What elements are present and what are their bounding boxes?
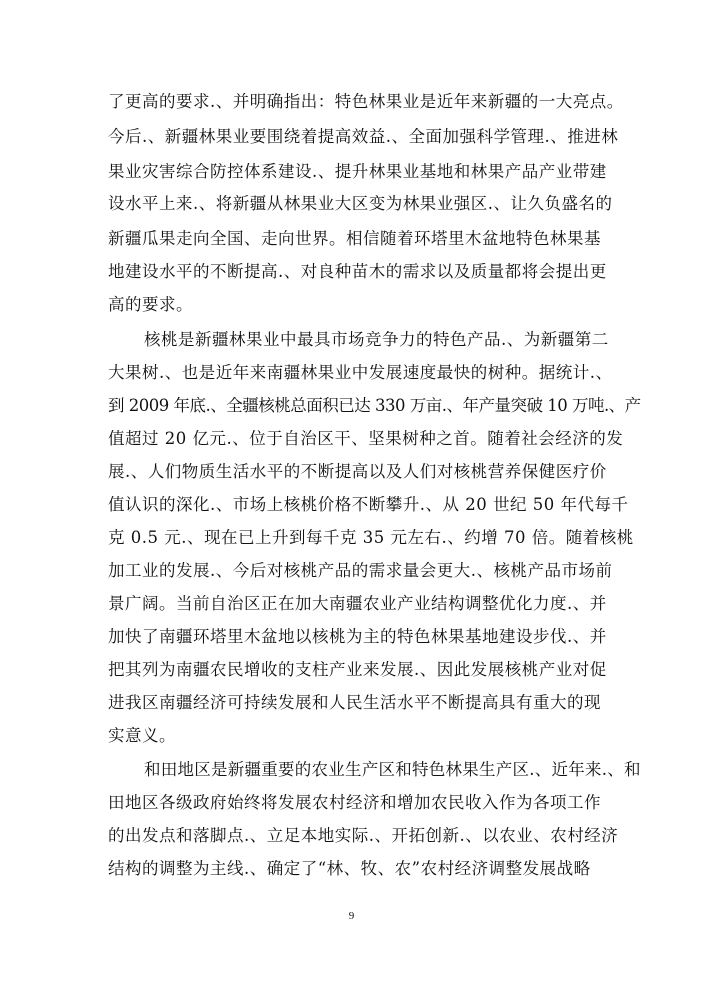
paragraph-1-line-2: 今后.、新疆林果业要围绕着提高效益.、全面加强科学管理.、推进林 xyxy=(108,127,619,146)
paragraph-1-line-4: 设水平上来.、将新疆从林果业大区变为林果业强区.、让久负盛名的 xyxy=(108,194,613,213)
paragraph-2-line-1: 核桃是新疆林果业中最具市场竞争力的特色产品.、为新疆第二 xyxy=(144,330,609,349)
paragraph-3-line-1: 和田地区是新疆重要的农业生产区和特色林果生产区.、近年来.、和 xyxy=(144,760,641,779)
paragraph-2-line-13: 实意义。 xyxy=(108,726,176,745)
paragraph-3-line-2: 田地区各级政府始终将发展农村经济和增加农民收入作为各项工作 xyxy=(108,793,601,812)
paragraph-1-line-6: 地建设水平的不断提高.、对良种苗木的需求以及质量都将会提出更 xyxy=(108,262,607,281)
page-number: 9 xyxy=(348,910,355,922)
paragraph-2-line-4: 值超过 20 亿元.、位于自治区干、坚果树种之首。随着社会经济的发 xyxy=(108,429,624,448)
paragraph-1-line-1: 了更高的要求.、并明确指出：特色林果业是近年来新疆的一大亮点。 xyxy=(108,92,624,111)
paragraph-1-line-5: 新疆瓜果走向全国、走向世界。相信随着环塔里木盆地特色林果基 xyxy=(108,229,601,248)
paragraph-2-line-12: 进我区南疆经济可持续发展和人民生活水平不断提高具有重大的现 xyxy=(108,693,601,712)
paragraph-2-line-11: 把其列为南疆农民增收的支柱产业来发展.、因此发展核桃产业对促 xyxy=(108,660,607,679)
paragraph-2-line-2: 大果树.、也是近年来南疆林果业中发展速度最快的树种。据统计.、 xyxy=(108,363,613,382)
paragraph-2-line-8: 加工业的发展.、今后对核桃产品的需求量会更大.、核桃产品市场前 xyxy=(108,561,613,580)
paragraph-2-line-5: 展.、人们物质生活水平的不断提高以及人们对核桃营养保健医疗价 xyxy=(108,462,607,481)
paragraph-2-line-7: 克 0.5 元.、现在已上升到每千克 35 元左右.、约增 70 倍。随着核桃 xyxy=(108,528,634,547)
paragraph-2-line-6: 值认识的深化.、市场上核桃价格不断攀升.、从 20 世纪 50 年代每千 xyxy=(108,495,629,514)
paragraph-1-line-3: 果业灾害综合防控体系建设.、提升林果业基地和林果产品产业带建 xyxy=(108,162,607,181)
paragraph-2-line-9: 景广阔。当前自治区正在加大南疆农业产业结构调整优化力度.、并 xyxy=(108,594,607,613)
paragraph-2-line-10: 加快了南疆环塔里木盆地以核桃为主的特色林果基地建设步伐.、并 xyxy=(108,627,607,646)
paragraph-2-line-3: 到 2009 年底.、全疆核桃总面积已达 330 万亩.、年产量突破 10 万吨.、产 xyxy=(108,396,641,415)
paragraph-3-line-4: 结构的调整为主线.、确定了“林、牧、农”农村经济调整发展战略 xyxy=(108,859,591,878)
paragraph-3-line-3: 的出发点和落脚点.、立足本地实际.、开拓创新.、以农业、农村经济 xyxy=(108,826,619,845)
paragraph-1-line-7: 高的要求。 xyxy=(108,295,193,314)
